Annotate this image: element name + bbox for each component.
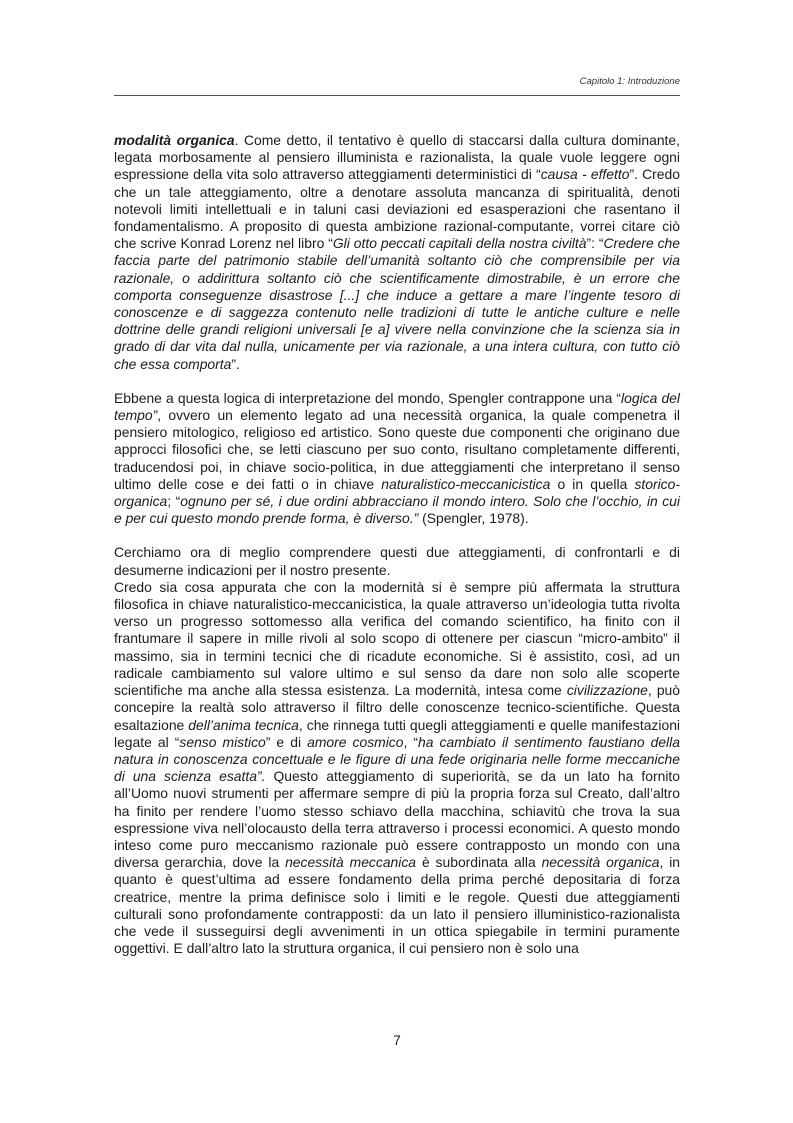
text-run: . Come detto, il tentativo è quello di staccarsi dalla cultura dominante, legata morbosamente al pensiero illuminista e razionalista, la quale vuole leggere ogni espressione della vita solo attraverso atteggiamenti deterministici di “ [114, 132, 681, 183]
emphasis-text: dell’anima tecnica [188, 716, 299, 733]
emphasis-text: amore cosmico [307, 733, 404, 750]
paragraph [114, 132, 680, 373]
text-run: Credo sia cosa appurata che con la modernità si è sempre più affermata la struttura filosofica in chiave naturalistico-meccanicistica, la quale attraverso un’ideologia tutta rivolta verso un progresso sottomesso alla verifica del comando scientifico, ha finito con il frantumare il sapere in mille rivoli al solo scopo di ottenere per ciascun “micro-ambito” il massimo, sia in termini tecnici che di ricadute economiche. Si è assistito, così, ad un radicale cambiamento sul valore ultimo e sul senso da dare non solo alle scoperte scientifiche ma anche alla stessa esistenza. La modernità, intesa come [114, 578, 680, 699]
emphasis-text: Credere che faccia parte del patrimonio stabile dell’umanità soltanto ciò che comprensibile per via razionale, o addirittura soltanto ciò che scientificamente dimostrabile, è un errore che comporta conseguenze disastrose [...] che induce a gettare a mare l’ingente tesoro di conoscenze e di saggezza contenuto nelle tradizioni di tutte le antiche culture e nelle dottrine delle grandi religioni universali [e a] vivere nella convinzione che la scienza sia in grado di dar vita dal nulla, unicamente per via razionale, a una intera cultura, con tutto ciò che essa comporta [114, 235, 680, 372]
text-run: (Spengler, 1978). [418, 510, 529, 527]
paragraph [114, 390, 680, 528]
text-run: ; “ [167, 493, 181, 510]
text-run: , può concepire la realtà solo attraverso il filtro delle conoscenze tecnico-scientifiche. Questa esaltazione [114, 682, 680, 733]
text-run: ”. Credo che un tale atteggiamento, oltre a denotare assoluta mancanza di spiritualità, denoti notevoli limiti intellettuali e in taluni casi deviazioni ed esasperazioni che rasentano il fondamentalismo. A proposito di questa ambizione razional-computante, vorrei citare ciò che scrive Konrad Lorenz nel libro “ [114, 166, 680, 252]
running-header: Capitolo 1: Introduzione [579, 76, 680, 87]
text-run: Questo atteggiamento di superiorità, se da un lato ha fornito all’Uomo nuovi strumenti per affermare sempre di più la propria forza sul Creato, dall’altro ha finito per rendere l’uomo stesso schiavo della macchina, schiavitù che trova la sua espressione viva nell’olocausto della terra attraverso i processi economici. A questo mondo inteso come puro meccanismo razionale può essere contrapposto un mondo con una diversa gerarchia, dove la [114, 768, 680, 871]
page-number: 7 [393, 1033, 401, 1048]
text-run: , ovvero un elemento legato ad una necessità organica, la quale compenetra il pensiero mitologico, religioso ed artistico. Sono queste due componenti che originano due approcci filosofici che, se letti ciascuno per suo conto, risultano completamente differenti, traducendosi poi, in chiave socio-politica, in due atteggiamenti che interpretano il senso ultimo delle cose e dei fatti o in chiave [114, 407, 680, 492]
text-run: , in quanto è quest’ultima ad essere fondamento della prima perché depositaria di forza creatrice, mentre la prima definisce solo i limiti e le regole. Questi due atteggiamenti culturali sono profondamente contrapposti: da un lato il pensiero illuministico-razionalista che vede il susseguirsi degli avvenimenti in un ottica spiegabile in termini puramente oggettivi. E dall’altro lato la struttura organica, il cui pensiero non è solo una [114, 854, 681, 957]
emphasis-text: logica del tempo” [114, 389, 680, 424]
text-run: è subordinata alla [416, 854, 542, 871]
text-run: Ebbene a questa logica di interpretazione del mondo, Spengler contrappone una “ [114, 389, 622, 406]
text-run: ”: “ [586, 235, 604, 252]
emphasis-text: necessità meccanica [285, 854, 417, 871]
emphasis-text: senso mistico [179, 733, 266, 750]
text-run: ”. [231, 355, 240, 372]
paragraph [114, 544, 680, 578]
emphasis-text: necessità organica [541, 854, 660, 871]
emphasis-text: naturalistico-meccanicistica [381, 475, 551, 492]
emphasis-text: ha cambiato il sentimento faustiano della natura in conoscenza concettuale e le figure di una fede originaria nelle forme meccaniche di una scienza esatta”. [114, 733, 680, 785]
text-run: o in quella [550, 475, 635, 492]
emphasis-text: Gli otto peccati capitali della nostra civiltà [332, 235, 587, 252]
text-run: Cerchiamo ora di meglio comprendere questi due atteggiamenti, di confrontarli e di desumerne indicazioni per il nostro presente. [114, 544, 680, 578]
emphasis-text: modalità organica [114, 132, 235, 148]
text-run: ” e di [265, 733, 308, 750]
text-run: , “ [403, 733, 419, 750]
paragraph [114, 579, 680, 957]
emphasis-text: civilizzazione [566, 682, 648, 699]
body-text [114, 132, 680, 974]
emphasis-text: ognuno per sé, i due ordini abbracciano il mondo intero. Solo che l’occhio, in cui e per cui questo mondo prende forma, è diverso.” [114, 493, 680, 527]
emphasis-text: storico-organica [114, 475, 680, 510]
emphasis-text: causa - effetto [540, 166, 630, 183]
header-rule [114, 95, 680, 96]
text-run: , che rinnega tutti quegli atteggiamenti e quelle manifestazioni legate al “ [114, 716, 681, 750]
